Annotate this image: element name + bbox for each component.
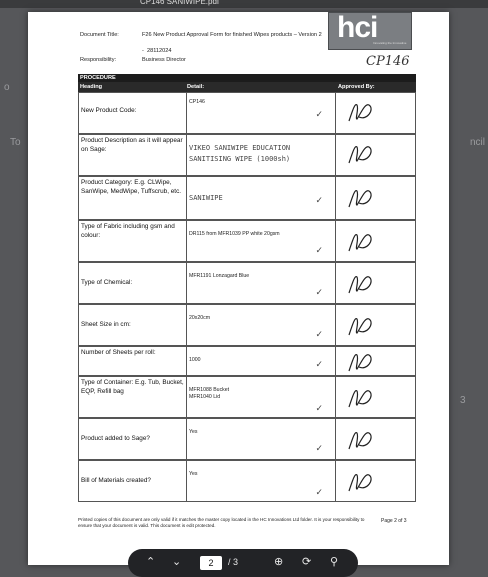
signature-icon [345, 185, 379, 211]
table-row [78, 418, 416, 460]
doc-title-label: Document Title: [80, 32, 119, 38]
col-approved: Approved By: [338, 84, 375, 90]
col-heading: Heading [80, 84, 103, 90]
table-row [78, 346, 416, 376]
page-number-input[interactable]: 2 [200, 556, 222, 570]
logo-subtext: Innovating the Innovative [373, 41, 407, 45]
row-label: Type of Chemical: [81, 279, 133, 286]
row-label: Type of Fabric including gsm and colour: [81, 223, 175, 239]
signature-icon [345, 313, 379, 339]
row-label: New Product Code: [81, 107, 137, 114]
table-row [78, 176, 416, 220]
doc-responsibility-label: Responsibility: [80, 57, 117, 63]
checkmark-icon: ✓ [315, 443, 323, 453]
col-detail: Detail: [187, 84, 205, 90]
checkmark-icon: ✓ [315, 359, 323, 369]
zoom-in-icon[interactable]: ⊕ [274, 556, 284, 568]
doc-date-value: - 28112024 [142, 48, 172, 54]
table-row [78, 262, 416, 304]
row-detail: CP146 [189, 99, 205, 105]
pdf-page [28, 12, 449, 565]
table-row [78, 220, 416, 262]
next-page-icon[interactable]: ⌄ [172, 556, 182, 568]
viewer-title-bar [0, 0, 488, 8]
company-logo [328, 12, 412, 50]
row-label: Type of Container: E.g. Tub, Bucket, EQP, Refill bag [81, 379, 184, 395]
row-detail: 1000 [189, 357, 201, 363]
table-row [78, 460, 416, 502]
checkmark-icon: ✓ [315, 487, 323, 497]
signature-icon [345, 469, 379, 495]
handwritten-reference: CP146 [366, 54, 410, 69]
checkmark-icon: ✓ [315, 245, 323, 255]
doc-responsibility-value: Business Director [142, 57, 186, 63]
row-detail: Yes [189, 471, 198, 477]
row-detail: 20x20cm [189, 315, 211, 321]
doc-title-value: F26 New Product Approval Form for finished Wipes products – Version 2 [142, 32, 322, 38]
document-title: CP146 SANIWIPE.pdf [140, 0, 220, 6]
table-header [78, 82, 416, 92]
table-row [78, 134, 416, 176]
checkmark-icon: ✓ [315, 195, 323, 205]
row-detail: Yes [189, 429, 198, 435]
table-row [78, 376, 416, 418]
table-row [78, 92, 416, 134]
page-total: / 3 [228, 557, 239, 567]
row-label: Product Category: E.g. CLWipe, SanWipe, MedWipe, Tuffscrub, etc. [81, 179, 182, 195]
row-label: Bill of Materials created? [81, 477, 151, 484]
row-label: Sheet Size in cm: [81, 321, 131, 328]
logo-text: hci [337, 11, 378, 44]
signature-icon [345, 385, 379, 411]
row-label: Product Description as it will appear on Sage: [81, 137, 183, 153]
checkmark-icon: ✓ [315, 287, 323, 297]
background-text-left-2: To [10, 137, 21, 148]
checkmark-icon: ✓ [315, 403, 323, 413]
row-detail: VIKEO SANIWIPE EDUCATION SANITISING WIPE (1000sh) [189, 144, 291, 163]
rotate-icon[interactable]: ⟳ [302, 556, 312, 568]
signature-icon [345, 99, 379, 125]
signature-icon [345, 229, 379, 255]
signature-icon [345, 271, 379, 297]
signature-icon [345, 141, 379, 167]
approval-table [78, 92, 416, 502]
signature-icon [345, 349, 379, 375]
search-icon[interactable]: ⚲ [330, 556, 339, 568]
row-label: Product added to Sage? [81, 435, 150, 442]
table-row [78, 304, 416, 346]
signature-icon [345, 427, 379, 453]
checkmark-icon: ✓ [315, 329, 323, 339]
row-detail: SANIWIPE [189, 194, 223, 202]
prev-page-icon[interactable]: ⌃ [146, 556, 156, 568]
checkmark-icon: ✓ [315, 109, 323, 119]
row-detail: MFR1088 Bucket MFR1040 Lid [189, 387, 230, 400]
row-label: Number of Sheets per roll: [81, 349, 156, 356]
row-detail: DR115 from MFR1039 PP white 20gsm [189, 231, 280, 237]
background-text-right: ncil [470, 137, 486, 148]
document-footer: Printed copies of this document are only valid if it matches the master copy located in the HC Innovations Ltd folder. It is your responsibility to ensure that your document is valid. This document is edit protected. [78, 517, 365, 528]
page-label: Page 2 of 3 [381, 518, 407, 524]
background-text-right-2: 3 [460, 395, 466, 406]
background-text-left: o [4, 82, 10, 93]
procedure-band: PROCEDURE [78, 74, 416, 82]
row-detail: MFR1191 Lonzagard Blue [189, 273, 250, 279]
